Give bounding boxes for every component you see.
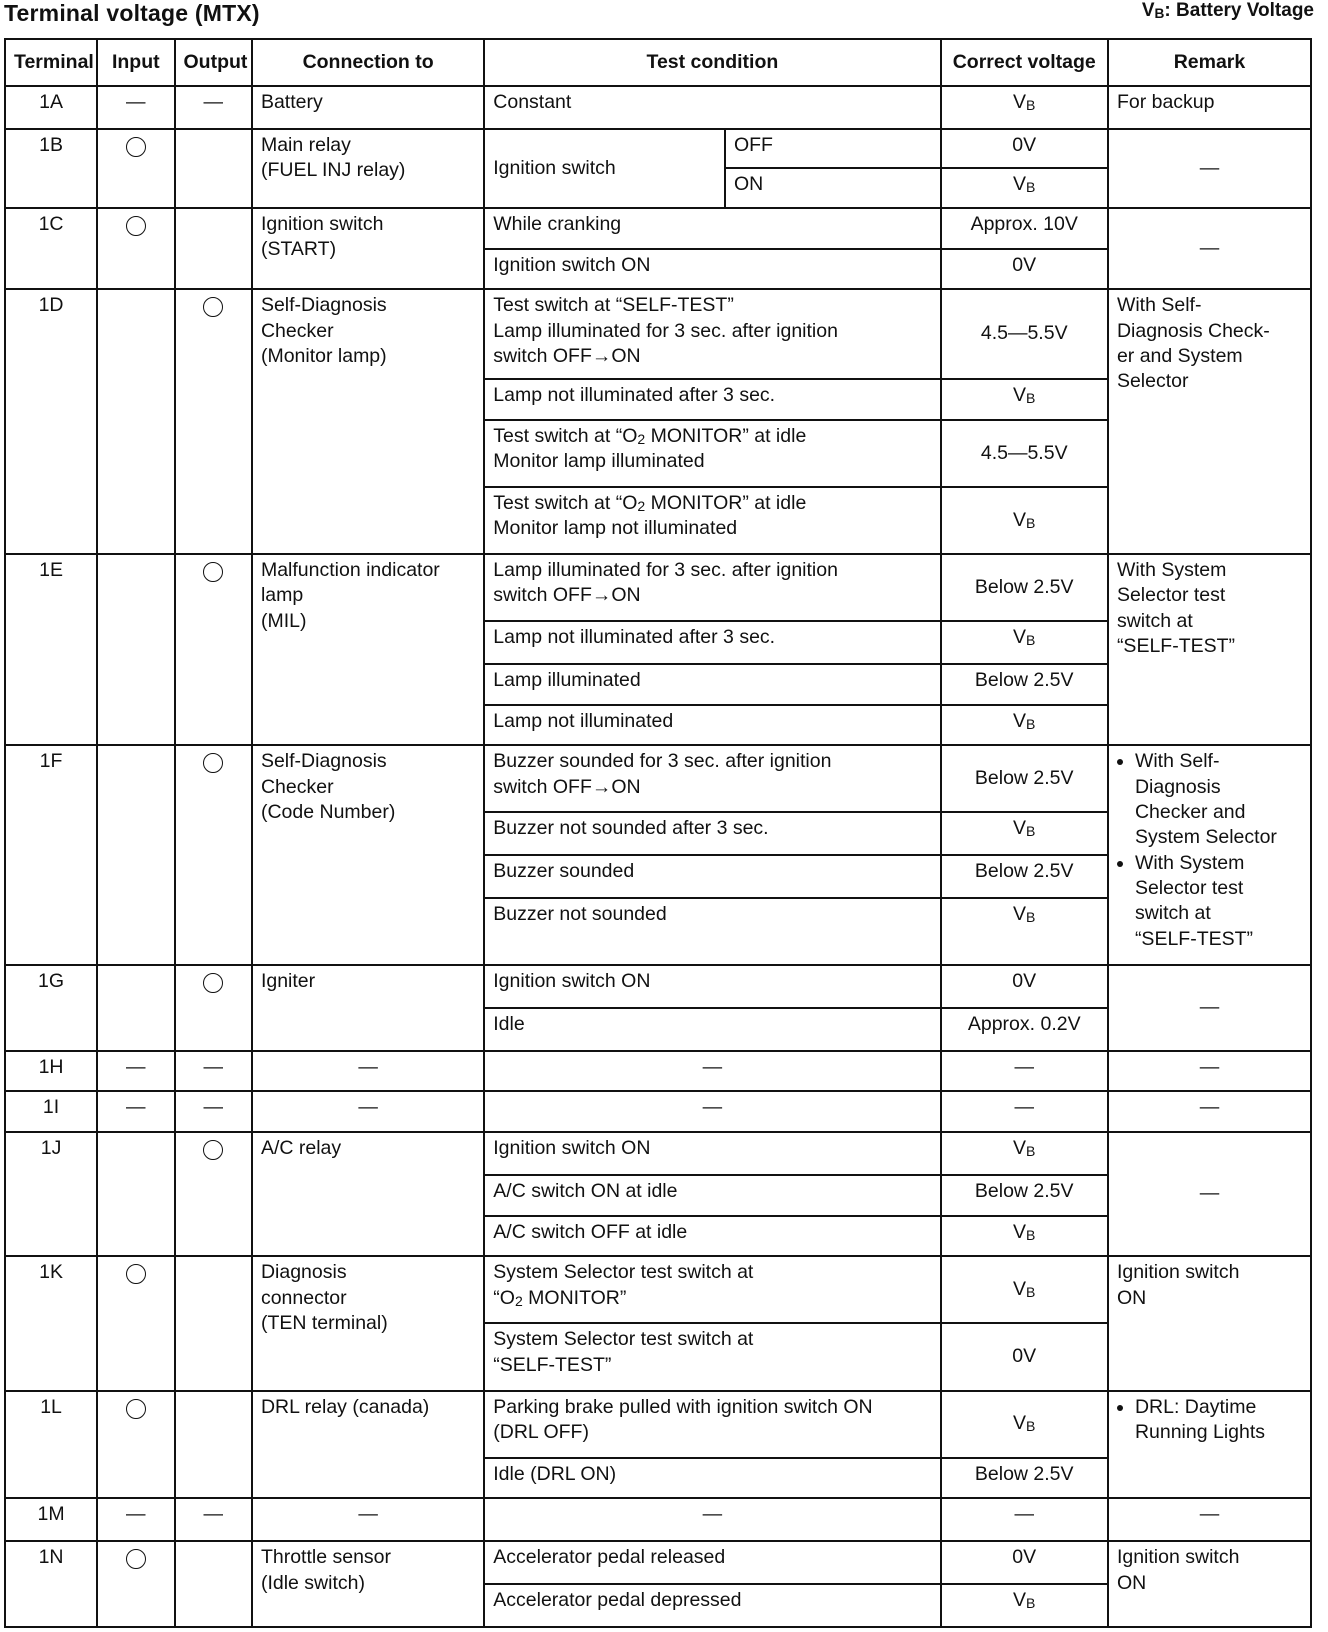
- condition-line: Lamp illuminated for 3 sec. after ignition: [493, 558, 838, 581]
- remark-cell: [1108, 1541, 1311, 1627]
- condition-cell: Buzzer sounded: [484, 855, 940, 898]
- terminal-cell: 1G: [5, 965, 97, 1051]
- remark-line: switch at: [1134, 902, 1211, 925]
- header-row: [5, 39, 1311, 86]
- input-cell: —: [97, 86, 174, 129]
- output-cell: [175, 208, 252, 289]
- output-cell: —: [175, 86, 252, 129]
- condition-line: “SELF-TEST”: [493, 1353, 612, 1376]
- terminal-voltage-table: [4, 38, 1312, 1628]
- vb-legend: VB: Battery Voltage: [1141, 0, 1314, 21]
- input-cell: [97, 554, 174, 745]
- remark-cell: —: [1108, 965, 1311, 1051]
- connection-line: Checker: [260, 319, 334, 342]
- voltage-cell: 0V: [941, 965, 1108, 1008]
- header-connection: Connection to: [252, 39, 484, 86]
- connection-line: (START): [260, 238, 337, 261]
- connection-line: (Idle switch): [260, 1571, 365, 1594]
- connection-line: (MIL): [260, 609, 307, 632]
- output-cell: [175, 745, 252, 965]
- vb-voltage: VB: [1013, 508, 1036, 531]
- voltage-cell: Below 2.5V: [941, 745, 1108, 812]
- vb-voltage: VB: [1013, 90, 1036, 113]
- input-cell: [97, 1132, 174, 1256]
- remark-cell: [1108, 1391, 1311, 1499]
- connection-cell: [252, 208, 484, 289]
- remark-line: • With System: [1134, 851, 1245, 874]
- remark-line: Diagnosis Check-: [1116, 319, 1270, 342]
- condition-cell: Lamp not illuminated: [484, 705, 940, 746]
- condition-cell: A/C switch OFF at idle: [484, 1216, 940, 1257]
- condition-line: Buzzer sounded for 3 sec. after ignition: [493, 750, 832, 773]
- condition-line: System Selector test switch at: [493, 1261, 754, 1284]
- terminal-cell: 1M: [5, 1498, 97, 1541]
- output-marker-circle: [203, 562, 223, 582]
- condition-cell: [484, 1391, 940, 1458]
- condition-cell: [484, 289, 940, 379]
- remark-line: “SELF-TEST”: [1134, 927, 1254, 950]
- voltage-cell: —: [941, 1091, 1108, 1132]
- terminal-cell: 1L: [5, 1391, 97, 1499]
- voltage-cell: —: [941, 1498, 1108, 1541]
- condition-cell: Idle: [484, 1008, 940, 1051]
- remark-cell: [1108, 745, 1311, 965]
- table-row: [5, 1541, 1311, 1584]
- voltage-cell: 0V: [941, 1323, 1108, 1390]
- condition-cell: A/C switch ON at idle: [484, 1175, 940, 1216]
- connection-cell: —: [252, 1051, 484, 1092]
- remark-line: Selector test: [1116, 584, 1226, 607]
- condition-cell: Ignition switch ON: [484, 249, 940, 290]
- vb-voltage: VB: [1013, 902, 1036, 925]
- remark-line: With Self-: [1116, 294, 1202, 317]
- table-row: [5, 86, 1311, 129]
- voltage-cell: [941, 86, 1108, 129]
- input-cell: [97, 208, 174, 289]
- input-cell: [97, 1541, 174, 1627]
- connection-line: Ignition switch: [260, 212, 384, 235]
- output-cell: —: [175, 1051, 252, 1092]
- output-cell: [175, 129, 252, 208]
- table-row: [5, 129, 1311, 169]
- remark-list-item: [1135, 851, 1302, 952]
- table-row: [5, 1132, 1311, 1175]
- terminal-cell: 1B: [5, 129, 97, 208]
- table-row: [5, 208, 1311, 249]
- output-cell: [175, 965, 252, 1051]
- table-row: [5, 745, 1311, 812]
- header-input: Input: [97, 39, 174, 86]
- voltage-cell: Below 2.5V: [941, 554, 1108, 621]
- connection-line: Checker: [260, 775, 334, 798]
- connection-cell: A/C relay: [252, 1132, 484, 1256]
- vb-voltage: VB: [1013, 1278, 1036, 1301]
- remark-line: Selector test: [1134, 877, 1244, 900]
- input-cell: [97, 965, 174, 1051]
- output-cell: —: [175, 1498, 252, 1541]
- voltage-cell: 0V: [941, 1541, 1108, 1584]
- voltage-cell: 4.5—5.5V: [941, 420, 1108, 487]
- condition-line: Lamp illuminated for 3 sec. after ignition: [493, 319, 838, 342]
- connection-line: Throttle sensor: [260, 1546, 392, 1569]
- condition-cell: Lamp illuminated: [484, 664, 940, 705]
- table-row: [5, 1256, 1311, 1323]
- output-marker-circle: [203, 297, 223, 317]
- condition-cell: Buzzer not sounded after 3 sec.: [484, 812, 940, 855]
- voltage-cell: [941, 379, 1108, 420]
- remark-line: Ignition switch: [1116, 1546, 1240, 1569]
- condition-cell: [484, 1323, 940, 1390]
- condition-cell: Accelerator pedal depressed: [484, 1584, 940, 1627]
- remark-line: Diagnosis: [1134, 775, 1221, 798]
- terminal-cell: 1D: [5, 289, 97, 554]
- voltage-cell: Below 2.5V: [941, 1458, 1108, 1499]
- connection-line: (Monitor lamp): [260, 345, 387, 368]
- condition-cell: —: [484, 1091, 940, 1132]
- condition-cell: Ignition switch ON: [484, 1132, 940, 1175]
- remark-line: er and System: [1116, 345, 1243, 368]
- connection-line: Main relay: [260, 133, 351, 156]
- condition-state-cell: ON: [725, 168, 941, 208]
- voltage-cell: Below 2.5V: [941, 855, 1108, 898]
- remark-line: ON: [1116, 1571, 1147, 1594]
- input-marker-circle: [126, 1264, 146, 1284]
- condition-cell: —: [484, 1498, 940, 1541]
- connection-line: (TEN terminal): [260, 1311, 388, 1334]
- voltage-cell: [941, 1216, 1108, 1257]
- remark-line: Ignition switch: [1116, 1261, 1240, 1284]
- condition-line: (DRL OFF): [493, 1420, 589, 1443]
- terminal-cell: 1F: [5, 745, 97, 965]
- voltage-cell: 4.5—5.5V: [941, 289, 1108, 379]
- remark-line: • DRL: Daytime: [1134, 1395, 1257, 1418]
- voltage-cell: [941, 812, 1108, 855]
- condition-cell: While cranking: [484, 208, 940, 249]
- connection-cell: [252, 1256, 484, 1390]
- voltage-cell: Below 2.5V: [941, 664, 1108, 705]
- vb-voltage: VB: [1013, 1137, 1036, 1160]
- table-row: [5, 289, 1311, 379]
- remark-list: [1117, 1395, 1302, 1446]
- output-marker-circle: [203, 1140, 223, 1160]
- output-cell: [175, 554, 252, 745]
- terminal-cell: 1E: [5, 554, 97, 745]
- output-cell: [175, 1391, 252, 1499]
- input-cell: [97, 129, 174, 208]
- subscript: 2: [514, 1292, 523, 1309]
- table-row: [5, 554, 1311, 621]
- voltage-cell: [941, 705, 1108, 746]
- remark-list-item: [1135, 1395, 1302, 1446]
- condition-cell: Lamp not illuminated after 3 sec.: [484, 621, 940, 664]
- connection-line: connector: [260, 1286, 347, 1309]
- condition-cell: —: [484, 1051, 940, 1092]
- vb-voltage: VB: [1013, 1412, 1036, 1435]
- condition-line: “O2 MONITOR”: [493, 1286, 627, 1309]
- condition-line: switch OFF→ON: [493, 345, 641, 368]
- remark-cell: For backup: [1108, 86, 1311, 129]
- subscript: 2: [637, 430, 646, 447]
- input-cell: —: [97, 1091, 174, 1132]
- voltage-cell: —: [941, 1051, 1108, 1092]
- remark-line: Checker and: [1134, 800, 1246, 823]
- terminal-cell: 1J: [5, 1132, 97, 1256]
- condition-cell: [484, 554, 940, 621]
- condition-line: switch OFF→ON: [493, 775, 641, 798]
- remark-cell: —: [1108, 129, 1311, 208]
- condition-cell: Buzzer not sounded: [484, 898, 940, 965]
- input-cell: [97, 1391, 174, 1499]
- voltage-cell: [941, 621, 1108, 664]
- connection-line: Diagnosis: [260, 1261, 347, 1284]
- terminal-cell: 1C: [5, 208, 97, 289]
- voltage-cell: [941, 898, 1108, 965]
- output-marker-circle: [203, 973, 223, 993]
- remark-line: With System: [1116, 558, 1227, 581]
- voltage-cell: [941, 1256, 1108, 1323]
- table-row: [5, 965, 1311, 1008]
- input-cell: —: [97, 1051, 174, 1092]
- connection-line: Self-Diagnosis: [260, 750, 387, 773]
- input-marker-circle: [126, 1399, 146, 1419]
- condition-cell: Lamp not illuminated after 3 sec.: [484, 379, 940, 420]
- header-remark: Remark: [1108, 39, 1311, 86]
- connection-cell: DRL relay (canada): [252, 1391, 484, 1499]
- terminal-cell: 1A: [5, 86, 97, 129]
- output-cell: [175, 1256, 252, 1390]
- connection-line: Malfunction indicator: [260, 558, 440, 581]
- voltage-cell: [941, 1584, 1108, 1627]
- vb-voltage: VB: [1013, 1220, 1036, 1243]
- connection-cell: Battery: [252, 86, 484, 129]
- input-cell: [97, 289, 174, 554]
- terminal-cell: 1H: [5, 1051, 97, 1092]
- condition-cell: Constant: [484, 86, 940, 129]
- table-row: [5, 1051, 1311, 1092]
- voltage-cell: Approx. 10V: [941, 208, 1108, 249]
- vb-voltage: VB: [1013, 709, 1036, 732]
- output-marker-circle: [203, 753, 223, 773]
- connection-line: (Code Number): [260, 800, 396, 823]
- remark-cell: [1108, 1256, 1311, 1390]
- condition-line: Monitor lamp not illuminated: [493, 517, 738, 540]
- remark-cell: —: [1108, 1498, 1311, 1541]
- condition-line: Test switch at “O2 MONITOR” at idle: [493, 491, 807, 514]
- remark-cell: —: [1108, 208, 1311, 289]
- voltage-cell: [941, 487, 1108, 554]
- voltage-cell: [941, 1132, 1108, 1175]
- voltage-cell: [941, 168, 1108, 208]
- terminal-cell: 1N: [5, 1541, 97, 1627]
- remark-line: “SELF-TEST”: [1116, 635, 1236, 657]
- remark-list: [1117, 749, 1302, 952]
- output-cell: [175, 1541, 252, 1627]
- header-terminal: Terminal: [5, 39, 97, 86]
- connection-cell: —: [252, 1498, 484, 1541]
- remark-line: System Selector: [1134, 826, 1277, 849]
- table-row: [5, 1498, 1311, 1541]
- vb-voltage: VB: [1013, 817, 1036, 840]
- connection-cell: [252, 745, 484, 965]
- remark-cell: —: [1108, 1132, 1311, 1256]
- connection-cell: —: [252, 1091, 484, 1132]
- condition-cell: [484, 745, 940, 812]
- input-marker-circle: [126, 216, 146, 236]
- condition-cell: [484, 1256, 940, 1323]
- terminal-cell: 1K: [5, 1256, 97, 1390]
- condition-line: switch OFF→ON: [493, 584, 641, 607]
- connection-cell: [252, 1541, 484, 1627]
- condition-cell: Accelerator pedal released: [484, 1541, 940, 1584]
- connection-line: (FUEL INJ relay): [260, 158, 406, 181]
- condition-state-cell: OFF: [725, 129, 941, 169]
- voltage-cell: 0V: [941, 249, 1108, 290]
- page-title: Terminal voltage (MTX): [4, 0, 260, 26]
- remark-cell: [1108, 554, 1311, 745]
- subscript: B: [1154, 6, 1165, 21]
- input-marker-circle: [126, 1549, 146, 1569]
- connection-line: Self-Diagnosis: [260, 294, 387, 317]
- remark-cell: —: [1108, 1091, 1311, 1132]
- header-test-condition: Test condition: [484, 39, 940, 86]
- connection-cell: [252, 289, 484, 554]
- input-cell: [97, 1256, 174, 1390]
- table-row: [5, 1091, 1311, 1132]
- output-cell: [175, 1132, 252, 1256]
- input-marker-circle: [126, 137, 146, 157]
- terminal-cell: 1I: [5, 1091, 97, 1132]
- condition-cell: Idle (DRL ON): [484, 1458, 940, 1499]
- condition-line: Test switch at “SELF-TEST”: [493, 294, 734, 317]
- remark-line: Selector: [1116, 370, 1189, 393]
- voltage-cell: Below 2.5V: [941, 1175, 1108, 1216]
- connection-line: lamp: [260, 584, 304, 607]
- remark-cell: —: [1108, 1051, 1311, 1092]
- condition-cell: Ignition switch: [484, 129, 725, 208]
- subscript: 2: [637, 497, 646, 514]
- vb-voltage: VB: [1013, 626, 1036, 649]
- header-correct-voltage: Correct voltage: [941, 39, 1108, 86]
- condition-cell: [484, 420, 940, 487]
- connection-cell: Igniter: [252, 965, 484, 1051]
- table-row: [5, 1391, 1311, 1458]
- condition-line: System Selector test switch at: [493, 1328, 754, 1351]
- condition-cell: [484, 487, 940, 554]
- voltage-cell: 0V: [941, 129, 1108, 169]
- remark-cell: [1108, 289, 1311, 554]
- condition-line: Test switch at “O2 MONITOR” at idle: [493, 424, 807, 447]
- output-cell: [175, 289, 252, 554]
- remark-list-item: [1135, 749, 1302, 850]
- output-cell: —: [175, 1091, 252, 1132]
- remark-line: switch at: [1116, 609, 1193, 632]
- input-cell: [97, 745, 174, 965]
- vb-voltage: VB: [1013, 1588, 1036, 1611]
- vb-voltage: VB: [1013, 383, 1036, 406]
- connection-cell: [252, 554, 484, 745]
- condition-line: Parking brake pulled with ignition switch ON: [493, 1395, 873, 1418]
- header-output: Output: [175, 39, 252, 86]
- remark-line: • With Self-: [1134, 750, 1220, 773]
- condition-line: Monitor lamp illuminated: [493, 449, 705, 472]
- voltage-cell: Approx. 0.2V: [941, 1008, 1108, 1051]
- vb-voltage: VB: [1013, 173, 1036, 196]
- connection-cell: [252, 129, 484, 208]
- remark-line: ON: [1116, 1286, 1147, 1309]
- voltage-cell: [941, 1391, 1108, 1458]
- input-cell: —: [97, 1498, 174, 1541]
- remark-line: Running Lights: [1134, 1420, 1266, 1443]
- condition-cell: Ignition switch ON: [484, 965, 940, 1008]
